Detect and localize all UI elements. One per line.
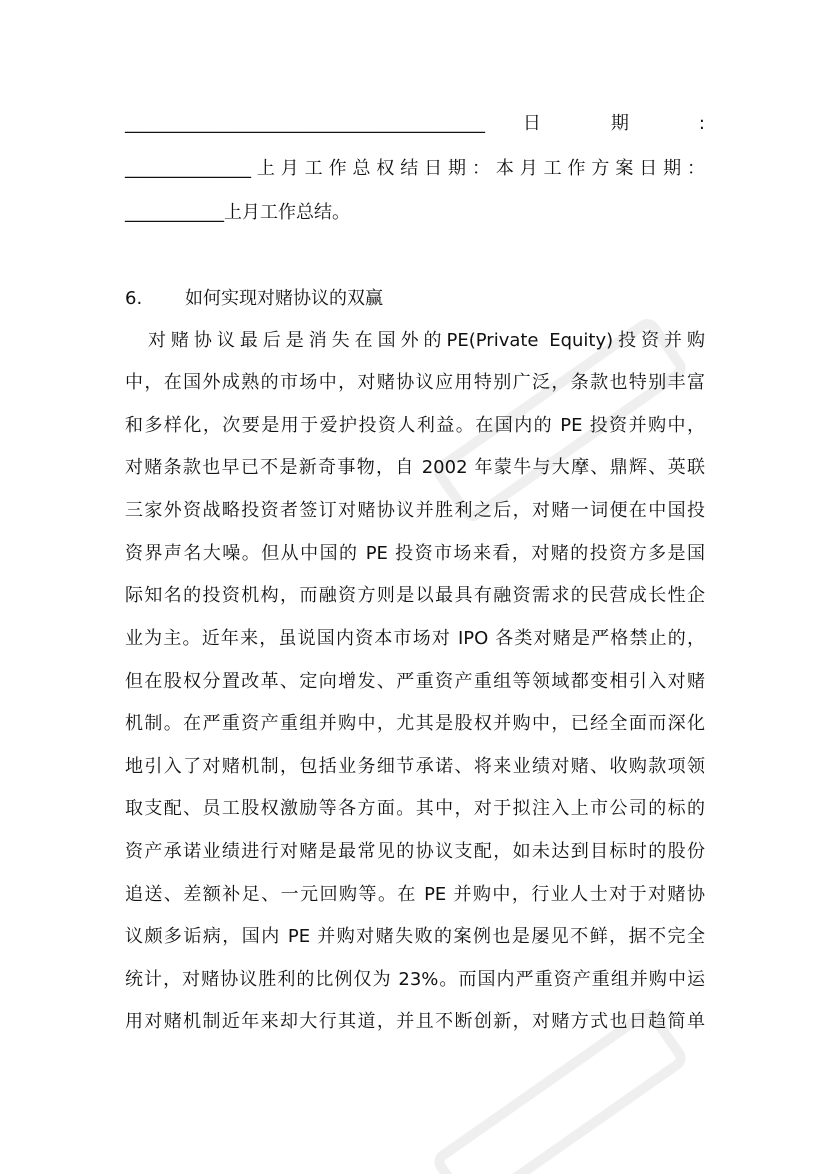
paragraph-line: 地引入了对赌机制，包括业务细节承诺、将来业绩对赌、收购款项领 <box>125 756 705 777</box>
paragraph-line: 对赌条款也早已不是新奇事物，自 2002 年蒙牛与大摩、鼎辉、英联 <box>125 457 705 478</box>
header-summary-line: ______________上月工作总权结日期：本月工作方案日期： <box>125 158 705 179</box>
paragraph-line: 对赌协议最后是消失在国外的PE(Private Equity)投资并购 <box>125 330 705 351</box>
paragraph-line: 资产承诺业绩进行对赌是最常见的协议支配，如未达到目标时的股份 <box>125 841 705 862</box>
paragraph-line: 际知名的投资机构，而融资方则是以最具有融资需求的民营成长性企 <box>125 585 705 606</box>
header-last-line: ___________上月工作总结。 <box>125 202 350 223</box>
paragraph-line: 追送、差额补足、一元回购等。在 PE 并购中，行业人士对于对赌协 <box>125 884 705 905</box>
paragraph-line: 议颇多诟病，国内 PE 并购对赌失败的案例也是屡见不鲜，据不完全 <box>125 926 705 947</box>
paragraph-line: 三家外资战略投资者签订对赌协议并胜利之后，对赌一词便在中国投 <box>125 500 705 521</box>
paragraph-line: 业为主。近年来，虽说国内资本市场对 IPO 各类对赌是严格禁止的， <box>125 628 705 649</box>
paragraph-line: 但在股权分置改革、定向增发、严重资产重组等领域都变相引入对赌 <box>125 671 705 692</box>
paragraph-line: 统计，对赌协议胜利的比例仅为 23%。而国内严重资产重组并购中运 <box>125 969 705 990</box>
paragraph-line: 取支配、员工股权激励等各方面。其中，对于拟注入上市公司的标的 <box>125 798 705 819</box>
paragraph-line: 中，在国外成熟的市场中，对赌协议应用特别广泛，条款也特别丰富 <box>125 372 705 393</box>
paragraph-line: 机制。在严重资产重组并购中，尤其是股权并购中，已经全面而深化 <box>125 713 705 734</box>
paragraph-line: 资界声名大噪。但从中国的 PE 投资市场来看，对赌的投资方多是国 <box>125 543 705 564</box>
header-date-line: ________________________________________ 日 期 : <box>125 113 705 134</box>
section-title: 如何实现对赌协议的双赢 <box>185 288 383 309</box>
paragraph-line: 和多样化，次要是用于爱护投资人利益。在国内的 PE 投资并购中， <box>125 415 705 436</box>
paragraph-line: 用对赌机制近年来却大行其道，并且不断创新，对赌方式也日趋简单 <box>125 1011 705 1032</box>
section-number: 6. <box>125 288 143 309</box>
